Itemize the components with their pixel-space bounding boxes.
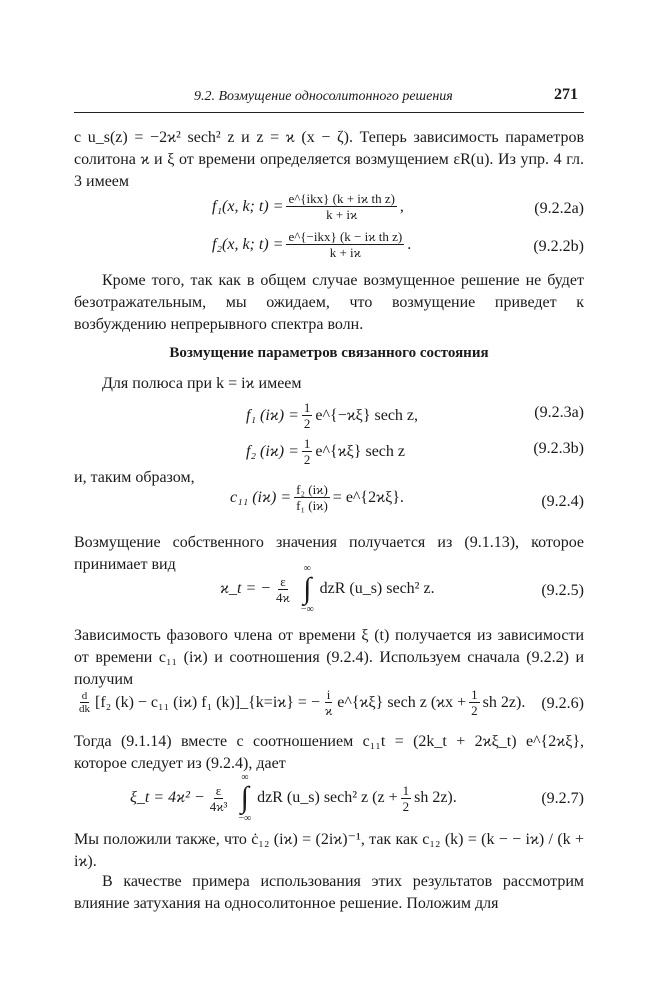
eq-denominator: ϰ [324,703,333,718]
paragraph-pole: Для полюса при k = iϰ имеем [102,375,302,392]
equation-9-2-2b [212,229,411,260]
eq-numerator: f₂ (iϰ) [296,482,328,497]
paragraph-eigenvalue: Возмущение собственного значения получается из (9.1.13), которое принимает вид [74,534,584,573]
eq-rhs-tail: sh 2z). [482,693,526,711]
eq-denominator: 2 [471,703,478,718]
equation-label-9-2-3b: (9.2.3b) [533,440,584,457]
eq-numerator: i [326,687,331,702]
eq-lhs: f₂ (iϰ) = [246,442,299,460]
equation-label-9-2-4: (9.2.4) [541,493,584,510]
eq-denominator: 2 [303,416,311,431]
eq-lhs: f₂(x, k; t) = [212,235,284,253]
eq-lhs: f₁ (iϰ) = [246,406,299,424]
eq-lhs: ξ_t = 4ϰ² − [130,789,205,806]
paragraph-intro: с u_s(z) = −2ϰ² sech² z и z = ϰ (x − ζ). Теперь зависимость параметров солитона ϰ и ξ от времени определяется возмущением εR(u). Из упр. 4 гл. 3 имеем [74,129,584,190]
eq-fraction [274,574,292,605]
equation-9-2-4 [230,482,404,513]
eq-numerator: 1 [471,687,478,702]
integral-lower-limit: −∞ [300,604,314,615]
eq-fraction [286,229,404,260]
eq-denominator: 4ϰ [276,589,290,605]
equation-9-2-5 [220,563,435,615]
paragraph-also: Мы положили также, что ċ₁₂ (iϰ) = (2iϰ)⁻¹, так как c₁₂ (k) = (k − − iϰ) / (k + iϰ). [74,831,584,870]
eq-numerator: 1 [303,436,311,451]
integral-upper-limit: ∞ [241,772,249,783]
equation-9-2-3b [246,436,405,467]
equation-label-9-2-3a: (9.2.3a) [534,404,584,421]
eq-tail: . [407,235,412,253]
eq-fraction [323,687,334,718]
eq-rhs: e^{ϰξ} sech z [315,442,405,460]
equation-9-2-2a [212,191,404,222]
paragraph-example: В качестве примера использования этих результатов рассмотрим влияние затухания на односолитонное решение. Положим для [74,873,584,912]
eq-numerator: e^{ikx} (k + iϰ th z) [288,191,395,206]
equation-label-9-2-2b: (9.2.2b) [533,238,584,255]
eq-numerator: ε [215,782,222,798]
equation-label-9-2-2a: (9.2.2a) [534,200,584,217]
eq-rhs: e^{−ϰξ} sech z, [315,406,419,424]
eq-lhs: c₁₁ (iϰ) = [230,488,292,506]
eq-rhs: = e^{2ϰξ}. [332,488,404,506]
integral-lower-limit: −∞ [238,813,252,824]
equation-9-2-3a [246,400,418,431]
paragraph-thus: и, таким образом, [74,469,195,486]
eq-lhs: f₁(x, k; t) = [212,197,284,215]
page-number: 271 [554,86,578,103]
integral-sign: ∞ ∫ −∞ [238,772,252,824]
eq-denominator: dk [79,703,90,715]
eq-denominator: 2 [402,798,410,814]
eq-fraction [294,482,330,513]
integral-upper-limit: ∞ [303,563,311,574]
eq-fraction [302,400,313,431]
eq-numerator: 1 [303,400,311,415]
eq-rhs: e^{ϰξ} sech z (ϰx + [337,693,467,711]
eq-rhs-tail: sh 2z). [414,789,457,806]
eq-numerator: d [81,690,88,702]
equation-label-9-2-6: (9.2.6) [541,695,584,712]
eq-denominator: f₁ (iϰ) [296,498,328,513]
eq-denominator: 4ϰ³ [209,798,228,814]
page-header [74,86,584,113]
eq-lhs: [f₂ (k) − c₁₁ (iϰ) f₁ (k)]_{k=iϰ} = − [95,693,320,711]
eq-denominator: 2 [303,452,311,467]
paragraph-continuous-spectrum: Кроме того, так как в общем случае возмущенное решение не будет безотражательным, мы ожидаем, что возмущение приведет к возбуждению непрерывного спектра волн. [74,272,584,333]
eq-numerator: e^{−ikx} (k − iϰ th z) [288,229,403,244]
eq-denominator: k + iϰ [329,245,361,260]
eq-fraction [469,687,480,718]
eq-denominator: k + iϰ [326,207,358,222]
running-head: 9.2. Возмущение односолитонного решения [194,89,453,104]
paragraph-relation: Тогда (9.1.14) вместе с соотношением c₁₁t = (2k_t + 2ϰξ_t) e^{2ϰξ}, которое следует из (9.2.4), дает [74,733,584,772]
equation-label-9-2-5: (9.2.5) [541,582,584,599]
eq-tail: , [399,197,404,215]
paragraph-phase: Зависимость фазового члена от времени ξ (t) получается из зависимости от времени c₁₁ (iϰ) и соотношения (9.2.4). Используем сначала (9.2.2) и получим [74,627,584,688]
eq-fraction [286,191,396,222]
eq-numerator: 1 [402,782,410,798]
eq-fraction [401,783,412,814]
equation-9-2-7 [130,772,457,824]
equation-label-9-2-7: (9.2.7) [541,790,584,807]
eq-rhs: dzR (u_s) sech² z (z + [257,789,398,806]
eq-rhs: dzR (u_s) sech² z. [319,580,435,597]
eq-derivative [77,690,92,715]
eq-numerator: ε [280,573,286,589]
section-title: Возмущение параметров связанного состояния [169,345,489,361]
eq-fraction [302,436,313,467]
eq-fraction [208,783,230,814]
eq-lhs: ϰ_t = − [220,580,272,597]
integral-sign: ∞ ∫ −∞ [300,563,314,615]
equation-9-2-6 [74,687,525,718]
